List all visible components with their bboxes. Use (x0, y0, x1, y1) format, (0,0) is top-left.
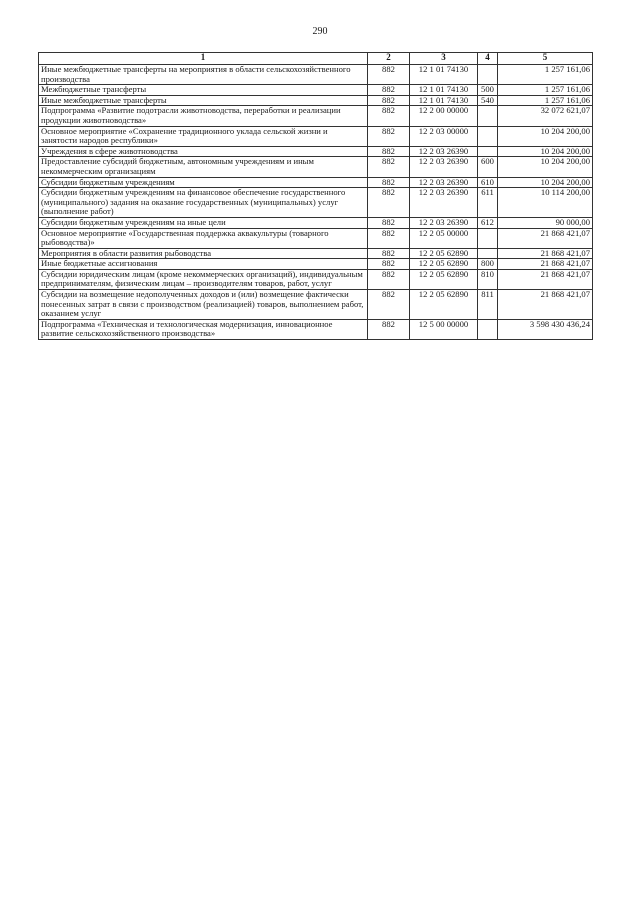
header-col-5: 5 (498, 53, 593, 65)
row-vr: 611 (478, 188, 498, 218)
row-csr: 12 2 03 26390 (410, 157, 478, 177)
header-col-1: 1 (39, 53, 368, 65)
row-vr: 610 (478, 177, 498, 188)
row-sum: 1 257 161,06 (498, 65, 593, 85)
row-grbs: 882 (368, 126, 410, 146)
row-vr (478, 106, 498, 126)
row-name: Подпрограмма «Техническая и технологическая модернизация, инновационное развитие сельскохозяйственного производства» (39, 319, 368, 339)
row-grbs: 882 (368, 248, 410, 259)
row-sum: 1 257 161,06 (498, 95, 593, 106)
row-sum: 90 000,00 (498, 217, 593, 228)
row-sum: 10 204 200,00 (498, 126, 593, 146)
row-grbs: 882 (368, 259, 410, 270)
row-csr: 12 5 00 00000 (410, 319, 478, 339)
row-vr: 800 (478, 259, 498, 270)
table-row (39, 248, 593, 259)
table-row (39, 85, 593, 96)
row-csr: 12 1 01 74130 (410, 85, 478, 96)
row-sum: 21 868 421,07 (498, 228, 593, 248)
row-name: Подпрограмма «Развитие подотрасли животноводства, переработки и реализации продукции животноводства» (39, 106, 368, 126)
table-row (39, 95, 593, 106)
row-csr: 12 2 05 62890 (410, 290, 478, 320)
header-col-2: 2 (368, 53, 410, 65)
row-vr: 810 (478, 269, 498, 289)
row-grbs: 882 (368, 188, 410, 218)
row-sum: 10 204 200,00 (498, 146, 593, 157)
table-row (39, 188, 593, 218)
row-csr: 12 2 05 00000 (410, 228, 478, 248)
row-csr: 12 2 03 26390 (410, 188, 478, 218)
row-grbs: 882 (368, 95, 410, 106)
row-vr (478, 146, 498, 157)
row-grbs: 882 (368, 319, 410, 339)
row-vr (478, 248, 498, 259)
row-grbs: 882 (368, 269, 410, 289)
row-sum: 10 204 200,00 (498, 157, 593, 177)
row-csr: 12 2 05 62890 (410, 259, 478, 270)
row-grbs: 882 (368, 65, 410, 85)
page-number: 290 (312, 26, 328, 37)
row-name: Предоставление субсидий бюджетным, автономным учреждениям и иным некоммерческим организациям (39, 157, 368, 177)
row-grbs: 882 (368, 290, 410, 320)
row-csr: 12 2 05 62890 (410, 269, 478, 289)
row-name: Иные межбюджетные трансферты (39, 95, 368, 106)
row-grbs: 882 (368, 228, 410, 248)
row-name: Мероприятия в области развития рыбоводства (39, 248, 368, 259)
table-row (39, 217, 593, 228)
row-csr: 12 2 03 26390 (410, 177, 478, 188)
row-vr: 600 (478, 157, 498, 177)
table-row (39, 269, 593, 289)
row-csr: 12 2 00 00000 (410, 106, 478, 126)
row-name: Субсидии на возмещение недополученных доходов и (или) возмещение фактически понесенных затрат в связи с производством (реализацией) товаров, выполнением работ, оказанием услуг (39, 290, 368, 320)
row-vr: 612 (478, 217, 498, 228)
row-grbs: 882 (368, 106, 410, 126)
row-csr: 12 2 05 62890 (410, 248, 478, 259)
row-vr: 540 (478, 95, 498, 106)
table-row (39, 146, 593, 157)
table-row (39, 290, 593, 320)
row-sum: 21 868 421,07 (498, 259, 593, 270)
row-vr: 811 (478, 290, 498, 320)
table-row (39, 177, 593, 188)
table-row (39, 259, 593, 270)
row-csr: 12 1 01 74130 (410, 65, 478, 85)
budget-table (38, 52, 593, 340)
row-sum: 10 204 200,00 (498, 177, 593, 188)
table-row (39, 157, 593, 177)
row-vr (478, 228, 498, 248)
row-vr (478, 126, 498, 146)
row-sum: 10 114 200,00 (498, 188, 593, 218)
row-name: Основное мероприятие «Государственная поддержка аквакультуры (товарного рыбоводства)» (39, 228, 368, 248)
row-sum: 1 257 161,06 (498, 85, 593, 96)
row-csr: 12 1 01 74130 (410, 95, 478, 106)
table-row (39, 319, 593, 339)
row-name: Иные межбюджетные трансферты на мероприятия в области сельскохозяйственного производства (39, 65, 368, 85)
row-name: Субсидии бюджетным учреждениям (39, 177, 368, 188)
row-grbs: 882 (368, 217, 410, 228)
row-name: Основное мероприятие «Сохранение традиционного уклада сельской жизни и занятости народов республики» (39, 126, 368, 146)
row-vr (478, 65, 498, 85)
row-vr: 500 (478, 85, 498, 96)
row-csr: 12 2 03 26390 (410, 217, 478, 228)
row-sum: 3 598 430 436,24 (498, 319, 593, 339)
row-name: Учреждения в сфере животноводства (39, 146, 368, 157)
row-name: Субсидии юридическим лицам (кроме некоммерческих организаций), индивидуальным предпринимателям, физическим лицам – производителям товаров, работ, услуг (39, 269, 368, 289)
row-sum: 21 868 421,07 (498, 269, 593, 289)
header-col-4: 4 (478, 53, 498, 65)
table-row (39, 106, 593, 126)
row-grbs: 882 (368, 177, 410, 188)
row-sum: 21 868 421,07 (498, 248, 593, 259)
row-grbs: 882 (368, 85, 410, 96)
table-row (39, 126, 593, 146)
row-csr: 12 2 03 26390 (410, 146, 478, 157)
row-grbs: 882 (368, 157, 410, 177)
row-vr (478, 319, 498, 339)
row-name: Субсидии бюджетным учреждениям на финансовое обеспечение государственного (муниципального) задания на оказание государственных (муниципальных) услуг (выполнение работ) (39, 188, 368, 218)
table-row (39, 65, 593, 85)
row-name: Иные бюджетные ассигнования (39, 259, 368, 270)
header-col-3: 3 (410, 53, 478, 65)
row-sum: 32 072 621,07 (498, 106, 593, 126)
row-name: Межбюджетные трансферты (39, 85, 368, 96)
row-sum: 21 868 421,07 (498, 290, 593, 320)
row-csr: 12 2 03 00000 (410, 126, 478, 146)
row-name: Субсидии бюджетным учреждениям на иные цели (39, 217, 368, 228)
row-grbs: 882 (368, 146, 410, 157)
header-row (39, 53, 593, 65)
table-row (39, 228, 593, 248)
